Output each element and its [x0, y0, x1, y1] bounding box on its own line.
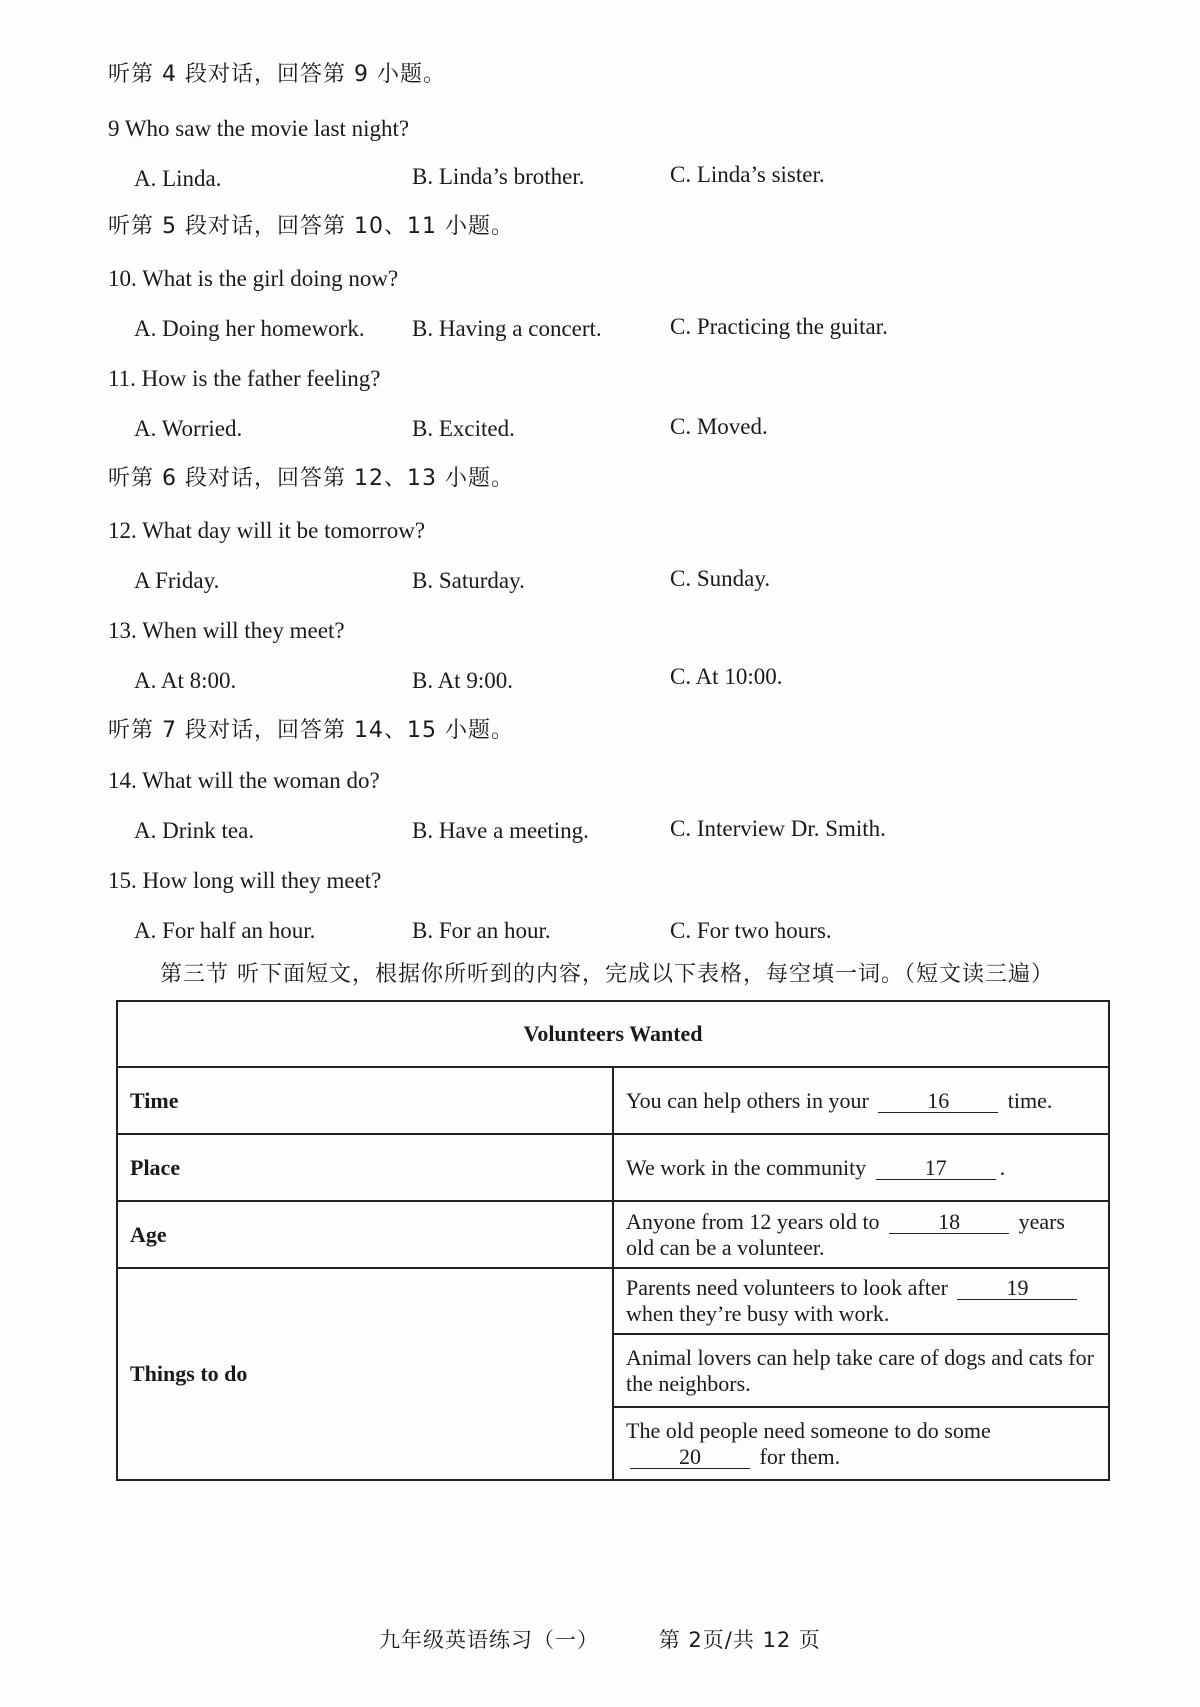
row-text: time. [1007, 1087, 1053, 1113]
row-text: years old can be a volunteer. [626, 1208, 1065, 1260]
footer-page-number: 第 2页/共 12 页 [658, 1628, 821, 1652]
part3-instruction: 第三节 听下面短文，根据你所听到的内容，完成以下表格，每空填一词。（短文读三遍） [160, 962, 1054, 987]
question-stem: 9 Who saw the movie last night? [108, 116, 410, 141]
answer-blank[interactable]: 16 [878, 1090, 998, 1113]
option-b: B. Saturday. [412, 568, 525, 593]
row-text: Anyone from 12 years old to [626, 1208, 880, 1234]
section-instruction: 听第 6 段对话，回答第 12、13 小题。 [108, 466, 514, 491]
row-text: Parents need volunteers to look after [626, 1275, 948, 1300]
option-b: B. Excited. [412, 416, 515, 441]
question-stem: 14. What will the woman do? [108, 768, 380, 793]
section-instruction: 听第 5 段对话，回答第 10、11 小题。 [108, 214, 514, 239]
row-content [613, 1067, 1109, 1134]
footer-title: 九年级英语练习（一） [379, 1628, 600, 1652]
row-text: The old people need someone to do some [626, 1417, 991, 1443]
option-a: A. Worried. [134, 416, 243, 441]
option-b: B. Having a concert. [412, 316, 602, 341]
row-text: when they’re busy with work. [626, 1301, 890, 1326]
option-c: C. For two hours. [670, 918, 832, 943]
row-label: Things to do [117, 1268, 613, 1480]
option-c: C. Linda’s sister. [670, 162, 825, 187]
row-content [613, 1268, 1109, 1334]
option-a: A. Drink tea. [134, 818, 255, 843]
question-stem: 10. What is the girl doing now? [108, 266, 399, 291]
volunteers-table [116, 1000, 1110, 1481]
option-b: B. For an hour. [412, 918, 551, 943]
option-c: C. Moved. [670, 414, 768, 439]
option-a: A. Linda. [134, 166, 222, 191]
row-text: Animal lovers can help take care of dogs and cats for the neighbors. [626, 1344, 1094, 1396]
option-a: A Friday. [134, 568, 220, 593]
row-text: You can help others in your [626, 1087, 869, 1113]
table-row [117, 1067, 1109, 1134]
option-a: A. At 8:00. [134, 668, 237, 693]
row-content [613, 1334, 1109, 1407]
option-c: C. Sunday. [670, 566, 771, 591]
table-title: Volunteers Wanted [117, 1001, 1109, 1067]
question-stem: 12. What day will it be tomorrow? [108, 518, 426, 543]
row-label: Place [117, 1134, 613, 1201]
option-c: C. Practicing the guitar. [670, 314, 888, 339]
row-label: Age [117, 1201, 613, 1268]
row-text: . [999, 1154, 1006, 1180]
option-c: C. At 10:00. [670, 664, 783, 689]
answer-blank[interactable]: 18 [889, 1211, 1009, 1234]
row-content [613, 1201, 1109, 1268]
row-label: Time [117, 1067, 613, 1134]
option-a: A. Doing her homework. [134, 316, 365, 341]
option-c: C. Interview Dr. Smith. [670, 816, 886, 841]
row-content [613, 1407, 1109, 1480]
option-b: B. Linda’s brother. [412, 164, 585, 189]
answer-blank[interactable]: 20 [630, 1446, 750, 1469]
row-text: We work in the community [626, 1154, 867, 1180]
section-instruction: 听第 4 段对话，回答第 9 小题。 [108, 62, 446, 87]
question-stem: 15. How long will they meet? [108, 868, 382, 893]
page-footer [0, 1624, 1200, 1654]
row-text: for them. [759, 1443, 841, 1469]
option-a: A. For half an hour. [134, 918, 316, 943]
question-stem: 11. How is the father feeling? [108, 366, 381, 391]
table-row [117, 1134, 1109, 1201]
row-content [613, 1134, 1109, 1201]
question-stem: 13. When will they meet? [108, 618, 345, 643]
section-instruction: 听第 7 段对话，回答第 14、15 小题。 [108, 718, 514, 743]
table-row [117, 1201, 1109, 1268]
answer-blank[interactable]: 19 [957, 1277, 1077, 1300]
option-b: B. Have a meeting. [412, 818, 589, 843]
table-row [117, 1268, 1109, 1334]
answer-blank[interactable]: 17 [876, 1157, 996, 1180]
option-b: B. At 9:00. [412, 668, 513, 693]
